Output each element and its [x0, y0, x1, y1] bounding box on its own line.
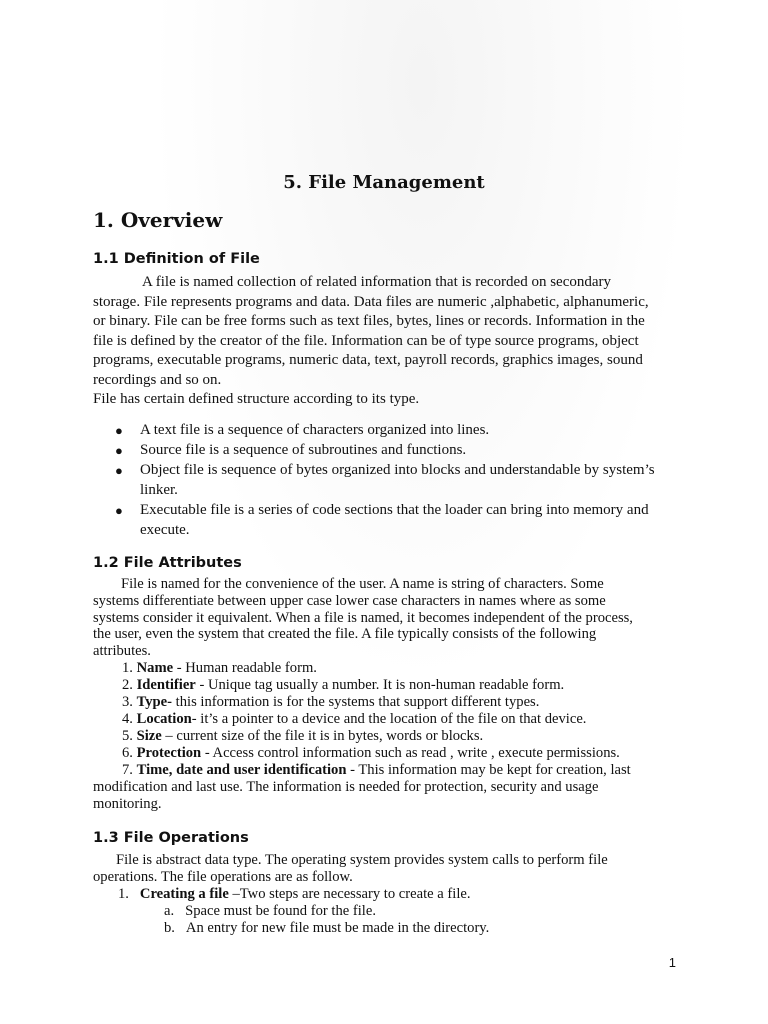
sub-list-item: a. Space must be found for the file. — [164, 903, 376, 919]
definition-paragraph — [93, 273, 675, 410]
bullet-icon: ● — [115, 423, 123, 438]
page-number: 1 — [668, 955, 676, 970]
heading-file-operations: 1.3 File Operations — [93, 830, 249, 846]
list-item: 2. Identifier - Unique tag usually a number. It is non-human readable form. — [122, 677, 565, 693]
list-item: 6. Protection - Access control information such as read , write , execute permissions. — [122, 745, 620, 761]
paragraph-line: recordings and so on. — [93, 371, 222, 388]
list-item: 1. Name - Human readable form. — [122, 660, 317, 676]
heading-file-attributes: 1.2 File Attributes — [93, 555, 242, 571]
paragraph-line: storage. File represents programs and data. Data files are numeric ,alphabetic, alphanumeric, — [93, 293, 649, 310]
paragraph-line: operations. The file operations are as follow. — [93, 869, 353, 885]
attributes-paragraph — [93, 576, 675, 660]
paragraph-line: A file is named collection of related information that is recorded on secondary — [142, 274, 612, 290]
paragraph-line: monitoring. — [93, 796, 162, 812]
list-item: 4. Location- it’s a pointer to a device and the location of the file on that device. — [122, 711, 587, 727]
list-item: 5. Size – current size of the file it is in bytes, words or blocks. — [122, 728, 484, 744]
list-item: 7. Time, date and user identification - This information may be kept for creation, last — [122, 762, 631, 778]
document-page: 5. File Management 1. Overview 1.1 Definition of File A file is named collection of related information that is recorded on secondary storage. File represents programs and data. Data files are numeric ,alphabetic, alphanumeric, or binary. File can be free forms such as text files, bytes, lines or records. Information in the file is defined by the creator of the file. Information can be of type source programs, object programs, executable programs, numeric data, text, payroll records, graphics images, sound recordings and so on. File has certain defined structure according to its type. ● A text file is a sequence of characters organized into lines. ● Source file is a sequence of subroutines and functions. ● Object file is sequence of bytes organized into blocks and understandable by system’s linker. ● Executable file is a series of code sections that the loader can bring into memory and execute. 1.2 File Attributes File is named for the convenience of the user. A name is string of characters. Some systems differentiate between upper case lower case characters in names where as some systems consider it equivalent. When a file is named, it becomes independent of the process, the user, even the system that created the file. A file typically consists of the following attributes. 1. Name - Human readable form. 2. Identifier - Unique tag usually a number. It is non-human readable form. 3. Type- this information is for the systems that support different types. 4. Location- it’s a pointer to a device and the location of the file on that device. 5. Size – current size of the file it is in bytes, words or blocks. 6. Protection - Access control information such as read , write , execute permissions. 7. Time, date and user identification - This information may be kept for creation, last modification and last use. The information is needed for protection, security and usage monitoring. 1.3 File Operations File is abstract data type. The operating system provides system calls to perform file operations. The file operations are as follow. 1. Creating a file –Two steps are necessary to create a file. a. Space must be found for the file. b. An entry for new file must be made in the directory. 1 — [0, 0, 768, 1024]
section-title: 1. Overview — [93, 208, 223, 232]
paragraph-line: file is defined by the creator of the file. Information can be of type source programs, object — [93, 332, 639, 349]
paragraph-line: File is abstract data type. The operating system provides system calls to perform file — [116, 852, 608, 868]
bullet-icon: ● — [115, 443, 123, 458]
chapter-title: 5. File Management — [283, 172, 485, 193]
paragraph-line: modification and last use. The information is needed for protection, security and usage — [93, 779, 599, 795]
bullet-icon: ● — [115, 463, 123, 478]
sub-list-item: b. An entry for new file must be made in the directory. — [164, 920, 490, 936]
list-item: 1. Creating a file –Two steps are necessary to create a file. — [118, 886, 471, 902]
paragraph-line: systems differentiate between upper case lower case characters in names where as some — [93, 592, 606, 609]
paragraph-line: the user, even the system that created the file. A file typically consists of the following — [93, 626, 597, 643]
paragraph-line: or binary. File can be free forms such as text files, bytes, lines or records. Information in the — [93, 313, 645, 329]
paragraph-line: attributes. — [93, 643, 151, 660]
paragraph-line: File is named for the convenience of the user. A name is string of characters. Some — [121, 576, 604, 592]
list-item: 3. Type- this information is for the systems that support different types. — [122, 694, 540, 710]
paragraph-line: systems consider it equivalent. When a file is named, it becomes independent of the process, — [93, 609, 633, 626]
paragraph-line: programs, executable programs, numeric data, text, payroll records, graphics images, sound — [93, 352, 643, 368]
bullet-icon: ● — [115, 503, 123, 518]
heading-definition-of-file: 1.1 Definition of File — [93, 251, 260, 267]
paragraph-line: File has certain defined structure according to its type. — [93, 391, 420, 407]
